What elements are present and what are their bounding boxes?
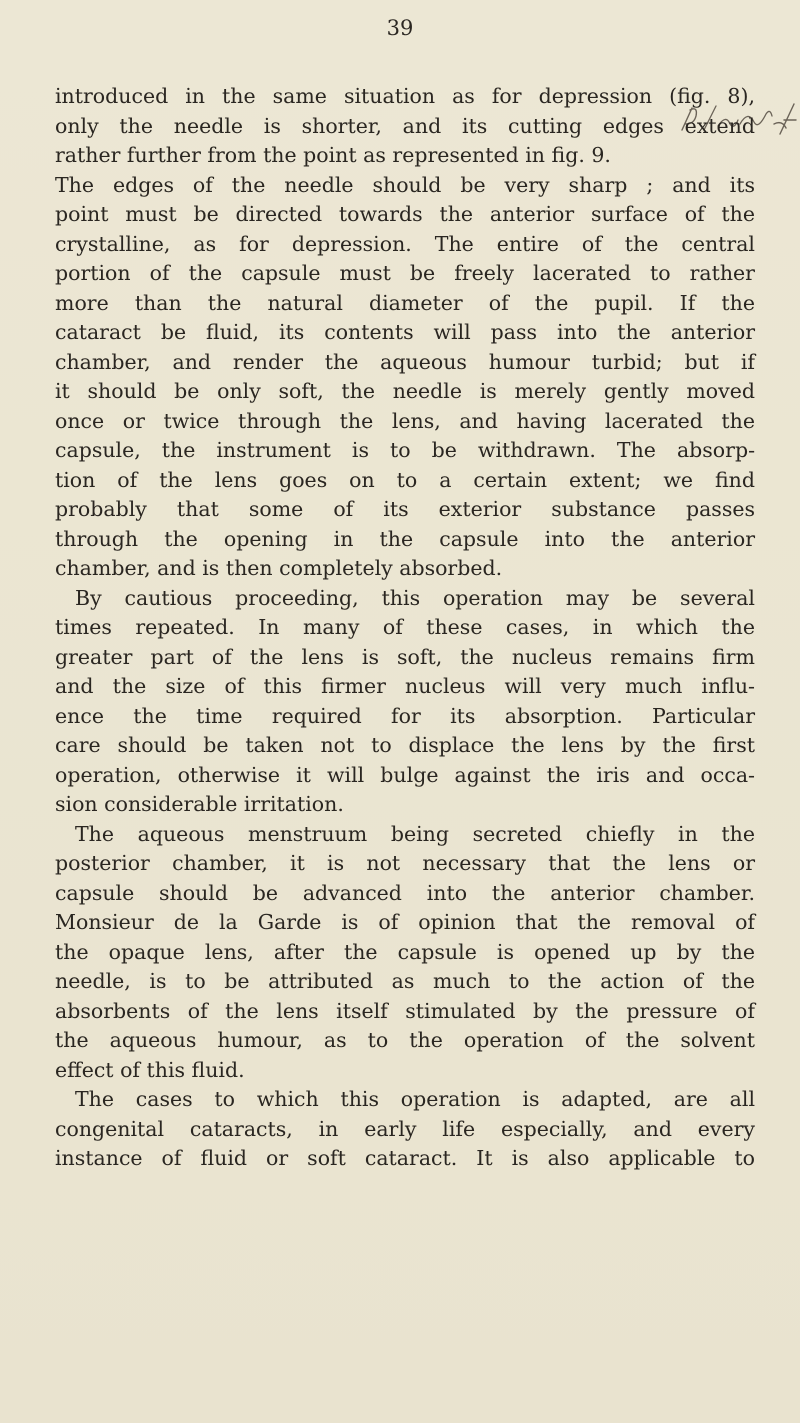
text-line: and the size of this firmer nucleus will very much influ- xyxy=(55,674,755,698)
text-line: probably that some of its exterior substance passes xyxy=(55,497,755,521)
text-line: only the needle is shorter, and its cutting edges extend xyxy=(55,113,755,138)
text-line: Monsieur de la Garde is of opinion that the removal of xyxy=(55,910,755,934)
text-line: rather further from the point as represented in fig. 9. xyxy=(55,143,611,167)
text-line: congenital cataracts, in early life especially, and every xyxy=(55,1116,755,1141)
text-line: absorbents of the lens itself stimulated by the pressure of xyxy=(55,998,755,1023)
text-line: The edges of the needle should be very sharp ; and its xyxy=(55,172,755,197)
text-line: capsule should be advanced into the anterior chamber. xyxy=(55,880,755,905)
text-line: instance of fluid or soft cataract. It is also applicable to xyxy=(55,1146,755,1170)
text-line: it should be only soft, the needle is merely gently moved xyxy=(55,379,755,403)
text-line: point must be directed towards the anterior surface of the xyxy=(55,202,755,226)
text-line: The cases to which this operation is adapted, are all xyxy=(75,1087,755,1111)
text-line: greater part of the lens is soft, the nucleus remains firm xyxy=(55,644,755,669)
text-line: the opaque lens, after the capsule is opened up by the xyxy=(55,939,755,964)
text-line: chamber, and is then completely absorbed. xyxy=(55,556,503,580)
text-line: The aqueous menstruum being secreted chiefly in the xyxy=(75,821,755,846)
text-line: capsule, the instrument is to be withdrawn. The absorp- xyxy=(55,438,755,462)
text-line: the aqueous humour, as to the operation of the solvent xyxy=(55,1028,755,1052)
text-line: By cautious proceeding, this operation may be several xyxy=(75,585,755,610)
text-line: sion considerable irritation. xyxy=(55,792,344,816)
text-line: cataract be fluid, its contents will pass into the anterior xyxy=(55,320,755,344)
text-line: introduced in the same situation as for depression (fig. 8), xyxy=(55,84,755,108)
text-line: through the opening in the capsule into the anterior xyxy=(55,526,755,551)
text-line: operation, otherwise it will bulge against the iris and occa- xyxy=(55,762,755,787)
text-line: needle, is to be attributed as much to the action of the xyxy=(55,969,755,993)
text-line: more than the natural diameter of the pupil. If the xyxy=(55,290,755,315)
text-line: care should be taken not to displace the lens by the first xyxy=(55,733,755,757)
text-line: crystalline, as for depression. The entire of the central xyxy=(55,231,755,256)
text-line: chamber, and render the aqueous humour turbid; but if xyxy=(55,349,755,374)
page-number: 39 xyxy=(386,16,414,40)
text-line: once or twice through the lens, and having lacerated the xyxy=(55,408,755,433)
body-text xyxy=(55,82,755,1174)
text-line: posterior chamber, it is not necessary that the lens or xyxy=(55,851,755,875)
text-line: effect of this fluid. xyxy=(55,1057,245,1082)
text-line: portion of the capsule must be freely lacerated to rather xyxy=(55,261,755,285)
text-line: ence the time required for its absorption. Particular xyxy=(55,703,755,728)
text-line: tion of the lens goes on to a certain extent; we find xyxy=(55,467,755,492)
text-line: times repeated. In many of these cases, in which the xyxy=(55,615,755,639)
